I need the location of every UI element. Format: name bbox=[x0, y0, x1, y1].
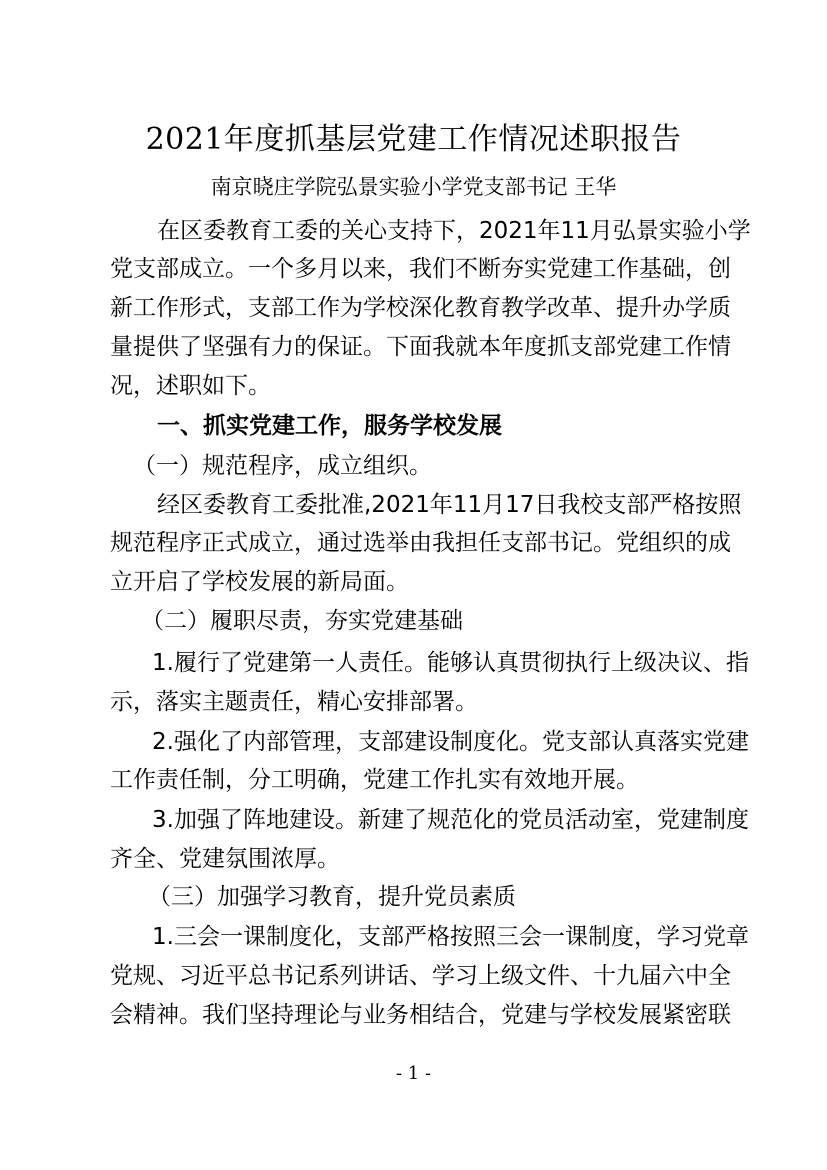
paragraph-line: 3.加强了阵地建设。新建了规范化的党员活动室，党建制度 bbox=[152, 807, 749, 833]
paragraph-line: 新工作形式，支部工作为学校深化教育教学改革、提升办学质 bbox=[110, 295, 731, 321]
document-subtitle: 南京晓庄学院弘景实验小学党支部书记 王华 bbox=[210, 175, 617, 199]
paragraph-line: 2.强化了内部管理，支部建设制度化。党支部认真落实党建 bbox=[152, 729, 749, 755]
paragraph-line: 示，落实主题责任，精心安排部署。 bbox=[110, 689, 478, 715]
section-heading: 一、抓实党建工作，服务学校发展 bbox=[157, 413, 502, 439]
subsection-heading: （三）加强学习教育，提升党员素质 bbox=[148, 884, 516, 910]
paragraph-line: 党规、习近平总书记系列讲话、学习上级文件、十九届六中全 bbox=[110, 963, 731, 989]
paragraph-line: 在区委教育工委的关心支持下，2021年11月弘景实验小学 bbox=[157, 218, 751, 244]
paragraph-line: 工作责任制，分工明确，党建工作扎实有效地开展。 bbox=[110, 767, 639, 793]
subsection-heading: （一）规范程序，成立组织。 bbox=[133, 453, 432, 479]
paragraph-line: 1.三会一课制度化，支部严格按照三会一课制度，学习党章 bbox=[152, 924, 749, 950]
paragraph-line: 况，述职如下。 bbox=[110, 373, 271, 399]
paragraph-line: 党支部成立。一个多月以来，我们不断夯实党建工作基础，创 bbox=[110, 256, 731, 282]
paragraph-line: 齐全、党建氛围浓厚。 bbox=[110, 846, 340, 872]
subsection-heading: （二）履职尽责，夯实党建基础 bbox=[141, 608, 463, 634]
paragraph-line: 立开启了学校发展的新局面。 bbox=[110, 569, 409, 595]
paragraph-line: 1.履行了党建第一人责任。能够认真贯彻执行上级决议、指 bbox=[152, 650, 749, 676]
paragraph-line: 量提供了坚强有力的保证。下面我就本年度抓支部党建工作情 bbox=[110, 334, 731, 360]
paragraph-line: 经区委教育工委批准,2021年11月17日我校支部严格按照 bbox=[157, 492, 742, 518]
document-title: 2021年度抓基层党建工作情况述职报告 bbox=[145, 122, 682, 157]
paragraph-line: 会精神。我们坚持理论与业务相结合，党建与学校发展紧密联 bbox=[110, 1002, 731, 1028]
page-number: - 1 - bbox=[395, 1063, 432, 1084]
paragraph-line: 规范程序正式成立，通过选举由我担任支部书记。党组织的成 bbox=[110, 530, 731, 556]
